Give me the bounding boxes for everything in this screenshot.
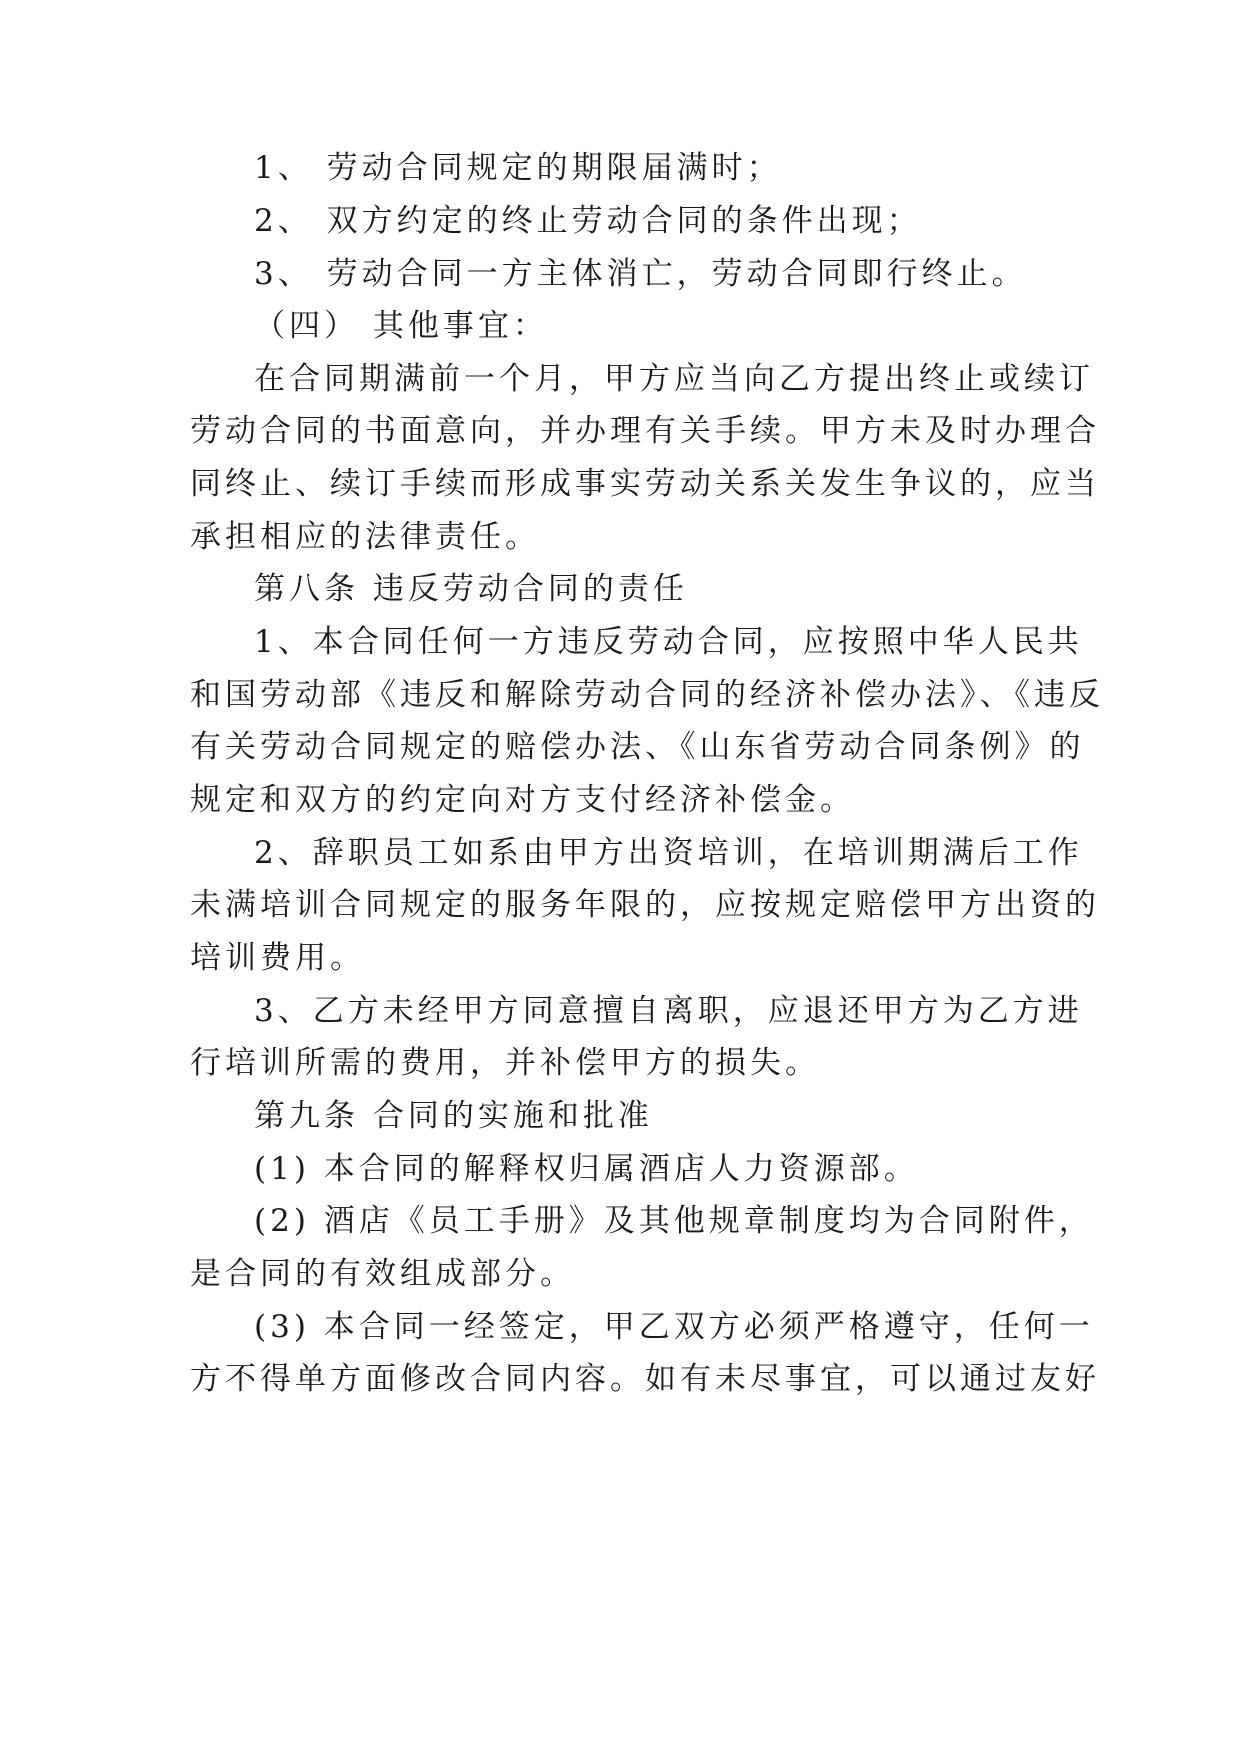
paragraph-line: 是合同的有效组成部分。: [190, 1256, 575, 1292]
paragraph-line: 3、乙方未经甲方同意擅自离职，应退还甲方为乙方进: [254, 993, 1083, 1029]
section-heading: （四） 其他事宜：: [254, 308, 548, 344]
paragraph-line: 行培训所需的费用，并补偿甲方的损失。: [190, 1045, 820, 1081]
paragraph-line: 承担相应的法律责任。: [190, 519, 540, 555]
paragraph-line: 规定和双方的约定向对方支付经济补偿金。: [190, 782, 855, 818]
clause-line: (1) 本合同的解释权归属酒店人力资源部。: [254, 1151, 919, 1187]
paragraph-line: 有关劳动合同规定的赔偿办法、《山东省劳动合同条例》的: [190, 729, 1085, 765]
paragraph-line: 在合同期满前一个月，甲方应当向乙方提出终止或续订: [254, 361, 1094, 397]
clause-line: (3) 本合同一经签定，甲乙双方必须严格遵守，任何一: [254, 1309, 1094, 1345]
paragraph-line: 方不得单方面修改合同内容。如有未尽事宜，可以通过友好: [190, 1361, 1100, 1397]
clause-line: (2) 酒店《员工手册》及其他规章制度均为合同附件，: [254, 1203, 1094, 1239]
paragraph-line: 培训费用。: [190, 940, 365, 976]
paragraph-line: 劳动合同的书面意向，并办理有关手续。甲方未及时办理合: [190, 413, 1100, 449]
paragraph-line: 未满培训合同规定的服务年限的，应按规定赔偿甲方出资的: [190, 887, 1100, 923]
paragraph-line: 2、辞职员工如系由甲方出资培训，在培训期满后工作: [254, 835, 1083, 871]
clause-line: 1、 劳动合同规定的期限届满时；: [254, 150, 782, 186]
paragraph-line: 同终止、续订手续而形成事实劳动关系关发生争议的，应当: [190, 466, 1100, 502]
article-heading: 第八条 违反劳动合同的责任: [254, 571, 688, 607]
clause-line: 3、 劳动合同一方主体消亡，劳动合同即行终止。: [254, 256, 1027, 292]
clause-line: 2、 双方约定的终止劳动合同的条件出现；: [254, 203, 922, 239]
article-heading: 第九条 合同的实施和批准: [254, 1098, 653, 1134]
paragraph-line: 1、本合同任何一方违反劳动合同，应按照中华人民共: [254, 624, 1083, 660]
paragraph-line: 和国劳动部《违反和解除劳动合同的经济补偿办法》、《违反: [190, 677, 1104, 713]
